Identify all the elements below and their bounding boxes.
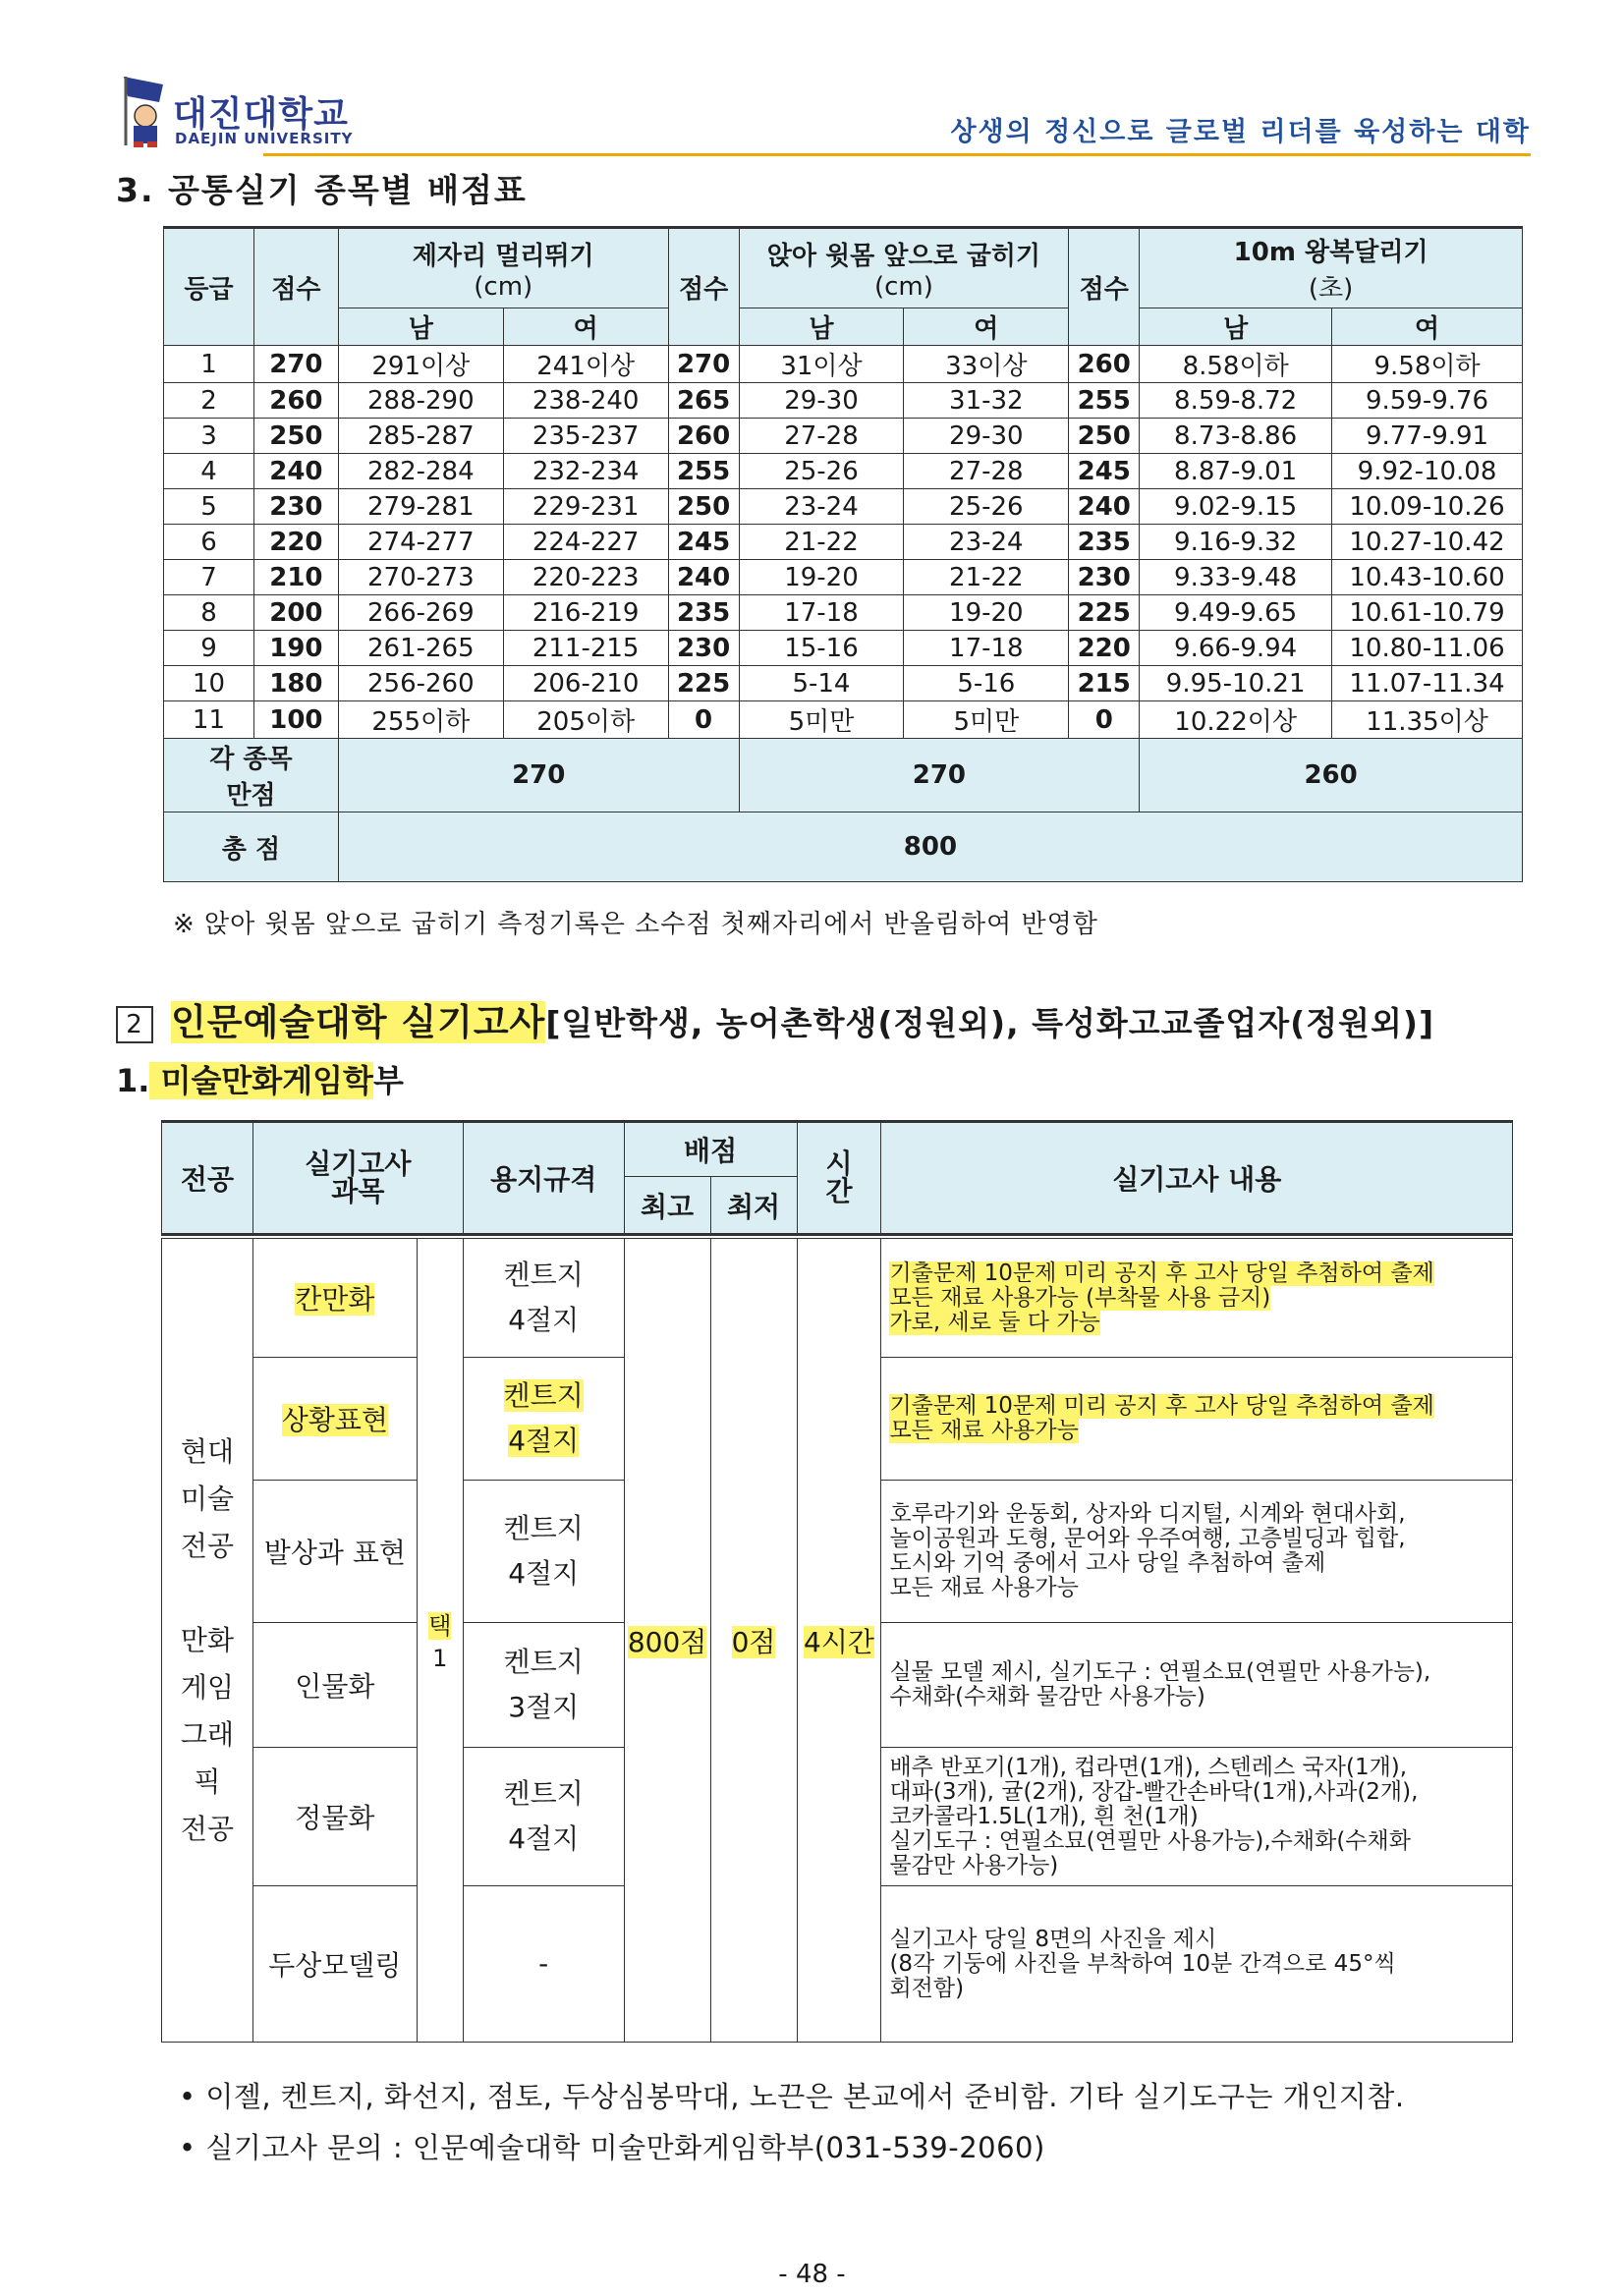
col-male: 남 — [1140, 308, 1332, 346]
col-male: 남 — [338, 308, 503, 346]
table-cell: 9.66-9.94 — [1140, 631, 1332, 666]
col-major: 전공 — [162, 1122, 253, 1235]
table-cell: 17-18 — [904, 631, 1069, 666]
table-cell: 15-16 — [739, 631, 904, 666]
table-cell: 21-22 — [904, 560, 1069, 595]
table-cell: 238-240 — [503, 383, 668, 419]
table-cell: 245 — [1069, 454, 1140, 489]
max-score-label: 각 종목 만점 — [164, 739, 339, 812]
table-cell: 279-281 — [338, 489, 503, 525]
table-row — [164, 383, 1523, 419]
col-female: 여 — [1332, 308, 1523, 346]
table-cell: 7 — [164, 560, 254, 595]
col-min: 최저 — [710, 1177, 797, 1235]
table-cell: 190 — [253, 631, 338, 666]
max-score-event1: 270 — [338, 739, 739, 812]
col-grade: 등급 — [164, 228, 254, 346]
table-cell: 9.77-9.91 — [1332, 419, 1523, 454]
paper-cell: 켄트지 3절지 — [463, 1623, 624, 1748]
table-row — [164, 346, 1523, 383]
table-cell: 291이상 — [338, 346, 503, 383]
subsection-title: 1. 미술만화게임학부 — [116, 1062, 404, 1099]
table-cell: 215 — [1069, 666, 1140, 701]
table-cell: 240 — [1069, 489, 1140, 525]
table-cell: 9.95-10.21 — [1140, 666, 1332, 701]
table-cell: 19-20 — [904, 595, 1069, 631]
max-points-cell: 800점 — [624, 1239, 710, 2043]
choice-cell: 택 1 — [417, 1239, 463, 2043]
table-cell: 235 — [1069, 525, 1140, 560]
table-row — [162, 1239, 1513, 1358]
col-event1: 제자리 멀리뛰기 (cm) — [338, 228, 668, 308]
table-cell: 29-30 — [904, 419, 1069, 454]
table2-header-row — [162, 1122, 1513, 1177]
table-cell: 21-22 — [739, 525, 904, 560]
col-paper: 용지규격 — [463, 1122, 624, 1235]
section-number-box: 2 — [116, 1006, 153, 1043]
table-cell: 200 — [253, 595, 338, 631]
subject-cell: 칸만화 — [252, 1239, 417, 1358]
table-row — [164, 560, 1523, 595]
scoring-table-body — [164, 346, 1523, 739]
note-item: • 실기고사 문의 : 인문예술대학 미술만화게임학부(031-539-2060) — [179, 2131, 1045, 2164]
table-cell: 220-223 — [503, 560, 668, 595]
max-score-event3: 260 — [1140, 739, 1523, 812]
table-cell: 285-287 — [338, 419, 503, 454]
header-slogan: 상생의 정신으로 글로벌 리더를 육성하는 대학 — [950, 117, 1531, 147]
table-cell: 9.92-10.08 — [1332, 454, 1523, 489]
table-cell: 11.35이상 — [1332, 701, 1523, 739]
table-cell: 235-237 — [503, 419, 668, 454]
table-cell: 1 — [164, 346, 254, 383]
logo-korean-text: 대진대학교 — [173, 94, 349, 135]
col-score-2: 점수 — [668, 228, 739, 346]
col-female: 여 — [503, 308, 668, 346]
table-cell: 265 — [668, 383, 739, 419]
col-score: 점수 — [253, 228, 338, 346]
university-logo — [116, 69, 391, 153]
table-cell: 9.58이하 — [1332, 346, 1523, 383]
table-cell: 27-28 — [739, 419, 904, 454]
major-cell: 현대 미술 전공 만화 게임 그래 픽 전공 — [162, 1239, 253, 2043]
table-cell: 23-24 — [739, 489, 904, 525]
page-header — [116, 69, 1531, 157]
table-cell: 240 — [253, 454, 338, 489]
logo-english-text: DAEJIN UNIVERSITY — [175, 130, 354, 147]
table-cell: 235 — [668, 595, 739, 631]
table-cell: 255 — [1069, 383, 1140, 419]
total-score-label: 총 점 — [164, 812, 339, 882]
paper-cell: 켄트지 4절지 — [463, 1239, 624, 1358]
table-cell: 25-26 — [739, 454, 904, 489]
table-cell: 10 — [164, 666, 254, 701]
paper-cell: - — [463, 1886, 624, 2043]
table-cell: 9 — [164, 631, 254, 666]
table-cell: 8.73-8.86 — [1140, 419, 1332, 454]
table-cell: 25-26 — [904, 489, 1069, 525]
paper-cell: 켄트지 4절지 — [463, 1481, 624, 1623]
table-cell: 8 — [164, 595, 254, 631]
table-cell: 270 — [253, 346, 338, 383]
table-cell: 256-260 — [338, 666, 503, 701]
total-score-value: 800 — [338, 812, 1522, 882]
table-cell: 10.09-10.26 — [1332, 489, 1523, 525]
time-cell: 4시간 — [797, 1239, 881, 2043]
max-score-event2: 270 — [739, 739, 1140, 812]
practical-exam-table — [161, 1120, 1513, 2043]
mascot-flag-icon — [120, 73, 169, 149]
col-event2: 앉아 윗몸 앞으로 굽히기 (cm) — [739, 228, 1069, 308]
total-score-row — [164, 812, 1523, 882]
section-title-rest: [일반학생, 농어촌학생(정원외), 특성화고교졸업자(정원외)] — [545, 1004, 1435, 1042]
scoring-table — [163, 226, 1523, 882]
table-cell: 10.43-10.60 — [1332, 560, 1523, 595]
table-cell: 220 — [1069, 631, 1140, 666]
table-cell: 5 — [164, 489, 254, 525]
table-cell: 288-290 — [338, 383, 503, 419]
section-title-highlight: 인문예술대학 실기고사 — [171, 1001, 546, 1043]
table-cell: 250 — [253, 419, 338, 454]
table-cell: 8.87-9.01 — [1140, 454, 1332, 489]
table-cell: 33이상 — [904, 346, 1069, 383]
table-cell: 11.07-11.34 — [1332, 666, 1523, 701]
measurement-note: ※ 앉아 윗몸 앞으로 굽히기 측정기록은 소수점 첫째자리에서 반올림하여 반영함 — [173, 910, 1098, 939]
paper-cell: 켄트지 4절지 — [463, 1358, 624, 1481]
table-row — [164, 525, 1523, 560]
content-cell: 실기고사 당일 8면의 사진을 제시 (8각 기둥에 사진을 부착하여 10분 간격으로 45°씩 회전함) — [881, 1886, 1513, 2043]
table-cell: 10.27-10.42 — [1332, 525, 1523, 560]
table-cell: 205이하 — [503, 701, 668, 739]
table-cell: 9.49-9.65 — [1140, 595, 1332, 631]
col-female: 여 — [904, 308, 1069, 346]
table-cell: 225 — [668, 666, 739, 701]
table-cell: 5미만 — [739, 701, 904, 739]
min-points-cell: 0점 — [710, 1239, 797, 2043]
table-row — [164, 419, 1523, 454]
notes-list — [179, 2071, 1405, 2173]
table-cell: 206-210 — [503, 666, 668, 701]
table-cell: 2 — [164, 383, 254, 419]
table-cell: 261-265 — [338, 631, 503, 666]
note-item: • 이젤, 켄트지, 화선지, 점토, 두상심봉막대, 노끈은 본교에서 준비함. 기타 실기도구는 개인지참. — [179, 2080, 1405, 2113]
table-cell: 270-273 — [338, 560, 503, 595]
table-cell: 220 — [253, 525, 338, 560]
table-cell: 250 — [668, 489, 739, 525]
table-cell: 3 — [164, 419, 254, 454]
table-cell: 5-16 — [904, 666, 1069, 701]
table-cell: 29-30 — [739, 383, 904, 419]
table-cell: 5-14 — [739, 666, 904, 701]
table-cell: 230 — [668, 631, 739, 666]
table-cell: 9.59-9.76 — [1332, 383, 1523, 419]
table-row — [164, 701, 1523, 739]
col-event3: 10m 왕복달리기 (초) — [1140, 228, 1523, 308]
table-cell: 31-32 — [904, 383, 1069, 419]
table-cell: 241이상 — [503, 346, 668, 383]
table-cell: 230 — [1069, 560, 1140, 595]
table-cell: 282-284 — [338, 454, 503, 489]
table-cell: 266-269 — [338, 595, 503, 631]
table-row — [164, 489, 1523, 525]
col-points: 배점 — [624, 1122, 797, 1177]
col-time: 시 간 — [797, 1122, 881, 1235]
table-cell: 9.16-9.32 — [1140, 525, 1332, 560]
table-cell: 270 — [668, 346, 739, 383]
col-max: 최고 — [624, 1177, 710, 1235]
table-cell: 27-28 — [904, 454, 1069, 489]
subject-cell: 발상과 표현 — [252, 1481, 417, 1623]
table-cell: 260 — [668, 419, 739, 454]
table-cell: 10.80-11.06 — [1332, 631, 1523, 666]
section-title-scoring-table: 3. 공통실기 종목별 배점표 — [116, 171, 528, 209]
table-cell: 10.22이상 — [1140, 701, 1332, 739]
table-cell: 245 — [668, 525, 739, 560]
table-cell: 19-20 — [739, 560, 904, 595]
table-cell: 180 — [253, 666, 338, 701]
table-cell: 274-277 — [338, 525, 503, 560]
table-cell: 211-215 — [503, 631, 668, 666]
table-cell: 260 — [253, 383, 338, 419]
subject-cell: 인물화 — [252, 1623, 417, 1748]
gender-header-row — [164, 308, 1523, 346]
subject-cell: 정물화 — [252, 1748, 417, 1886]
table-cell: 210 — [253, 560, 338, 595]
content-cell: 배추 반포기(1개), 컵라면(1개), 스텐레스 국자(1개), 대파(3개), 귤(2개), 장갑-빨간손바닥(1개),사과(2개), 코카콜라1.5L(1개), 흰 천(1개) 실기도구 : 연필소묘(연필만 사용가능),수채화(수채화 물감만 사용가능) — [881, 1748, 1513, 1886]
table-cell: 100 — [253, 701, 338, 739]
table-cell: 23-24 — [904, 525, 1069, 560]
content-cell: 실물 모델 제시, 실기도구 : 연필소묘(연필만 사용가능), 수채화(수채화 물감만 사용가능) — [881, 1623, 1513, 1748]
table-cell: 230 — [253, 489, 338, 525]
table-row — [164, 595, 1523, 631]
page-number: - 48 - — [778, 2260, 846, 2289]
subject-cell: 두상모델링 — [252, 1886, 417, 2043]
table-cell: 0 — [668, 701, 739, 739]
table-cell: 229-231 — [503, 489, 668, 525]
table-cell: 0 — [1069, 701, 1140, 739]
table-cell: 260 — [1069, 346, 1140, 383]
content-cell: 기출문제 10문제 미리 공지 후 고사 당일 추첨하여 출제 모든 재료 사용가능 (부착물 사용 금지) 가로, 세로 둘 다 가능 — [881, 1239, 1513, 1358]
table-cell: 17-18 — [739, 595, 904, 631]
table-cell: 250 — [1069, 419, 1140, 454]
practical-exam-table-body — [162, 1239, 1513, 2043]
subject-cell: 상황표현 — [252, 1358, 417, 1481]
section-title-practical-exam — [116, 992, 1434, 1045]
table-cell: 31이상 — [739, 346, 904, 383]
table-cell: 9.33-9.48 — [1140, 560, 1332, 595]
table-cell: 8.58이하 — [1140, 346, 1332, 383]
table-cell: 225 — [1069, 595, 1140, 631]
col-subject: 실기고사 과목 — [252, 1122, 463, 1235]
table-cell: 4 — [164, 454, 254, 489]
table-cell: 6 — [164, 525, 254, 560]
table-cell: 11 — [164, 701, 254, 739]
table-cell: 255이하 — [338, 701, 503, 739]
col-male: 남 — [739, 308, 904, 346]
paper-cell: 켄트지 4절지 — [463, 1748, 624, 1886]
table-row — [164, 454, 1523, 489]
max-score-row — [164, 739, 1523, 812]
content-cell: 기출문제 10문제 미리 공지 후 고사 당일 추첨하여 출제 모든 재료 사용가능 — [881, 1358, 1513, 1481]
header-row — [164, 228, 1523, 308]
col-content: 실기고사 내용 — [881, 1122, 1513, 1235]
col-score-3: 점수 — [1069, 228, 1140, 346]
table-cell: 224-227 — [503, 525, 668, 560]
table-cell: 255 — [668, 454, 739, 489]
table-cell: 5미만 — [904, 701, 1069, 739]
header-divider — [263, 153, 1531, 156]
table-row — [164, 631, 1523, 666]
table-cell: 10.61-10.79 — [1332, 595, 1523, 631]
table-cell: 240 — [668, 560, 739, 595]
table-cell: 216-219 — [503, 595, 668, 631]
content-cell: 호루라기와 운동회, 상자와 디지털, 시계와 현대사회, 놀이공원과 도형, 문어와 우주여행, 고층빌딩과 힙합, 도시와 기억 중에서 고사 당일 추첨하여 출제 모든 재료 사용가능 — [881, 1481, 1513, 1623]
table-cell: 232-234 — [503, 454, 668, 489]
table-cell: 8.59-8.72 — [1140, 383, 1332, 419]
table-cell: 9.02-9.15 — [1140, 489, 1332, 525]
table-row — [164, 666, 1523, 701]
